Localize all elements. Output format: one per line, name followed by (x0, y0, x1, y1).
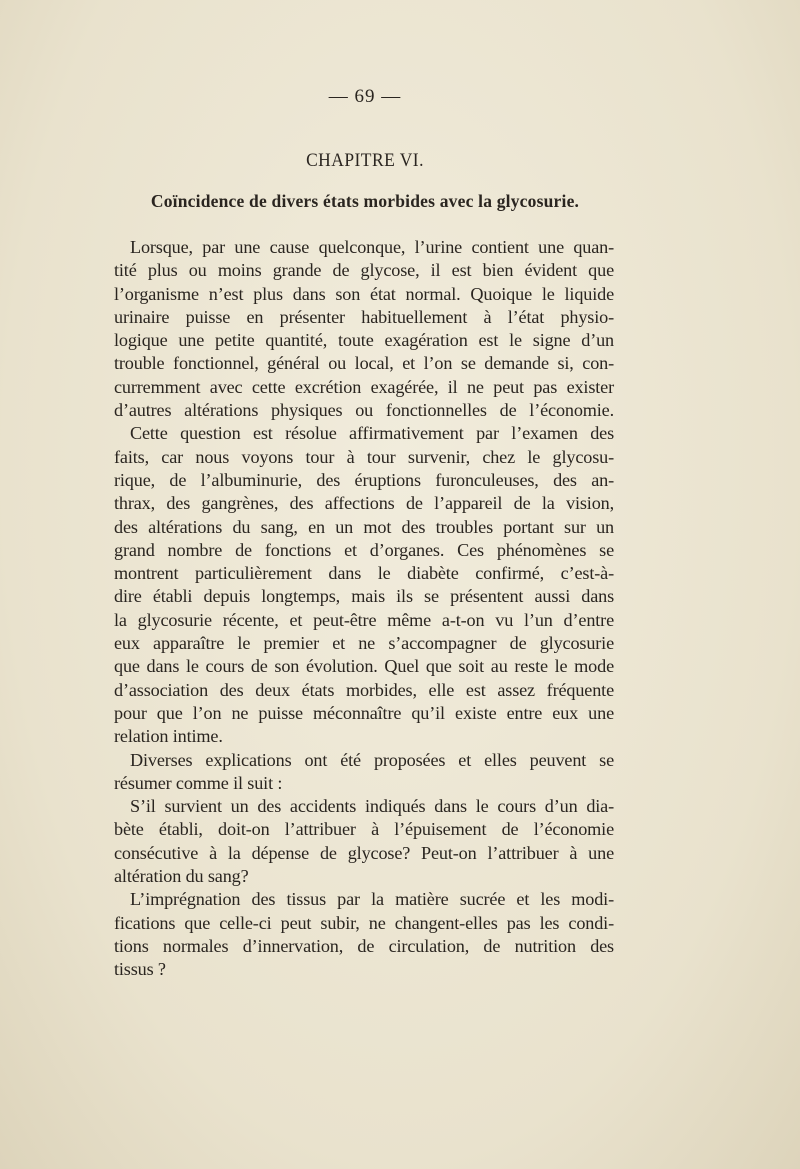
text-line: grand nombre de fonctions et d’organes. Ces phénomènes se (114, 539, 614, 560)
text-line: relation intime. (114, 726, 223, 747)
text-line: résumer comme il suit : (114, 772, 283, 793)
text-line: dire établi depuis longtemps, mais ils se présentent aussi dans (114, 586, 614, 607)
text-line: eux apparaître le premier et ne s’accompagner de glycosurie (114, 633, 614, 654)
text-line: urinaire puisse en présenter habituellement à l’état physio- (114, 306, 614, 327)
text-line: que dans le cours de son évolution. Quel que soit au reste le mode (114, 656, 614, 677)
text-line: L’imprégnation des tissus par la matière sucrée et les modi- (130, 889, 614, 910)
text-line: S’il survient un des accidents indiqués dans le cours d’un dia- (130, 796, 614, 817)
text-line: bète établi, doit-on l’attribuer à l’épuisement de l’économie (114, 819, 614, 840)
text-line: curremment avec cette excrétion exagérée, il ne peut pas exister (114, 376, 614, 397)
text-line: tité plus ou moins grande de glycose, il est bien évident que (114, 260, 614, 281)
page-number: — 69 — (328, 86, 402, 107)
text-line: la glycosurie récente, et peut-être même a-t-on vu l’un d’entre (114, 609, 614, 630)
text-line: altération du sang? (114, 866, 249, 887)
chapter-title: CHAPITRE VI. (306, 150, 424, 171)
text-line: trouble fonctionnel, général ou local, et l’on se demande si, con- (114, 353, 614, 374)
text-line: rique, de l’albuminurie, des éruptions furonculeuses, des an- (114, 469, 614, 490)
text-line: logique une petite quantité, toute exagération est le signe d’un (114, 330, 614, 351)
text-line: des altérations du sang, en un mot des troubles portant sur un (114, 516, 614, 537)
text-line: Lorsque, par une cause quelconque, l’urine contient une quan- (130, 237, 614, 257)
text-line: Diverses explications ont été proposées et elles peuvent se (130, 749, 614, 770)
text-line: Cette question est résolue affirmativement par l’examen des (130, 423, 614, 444)
text-line: fications que celle-ci peut subir, ne changent-elles pas les condi- (114, 912, 614, 933)
text-line: montrent particulièrement dans le diabète confirmé, c’est-à- (114, 563, 614, 584)
text-line: faits, car nous voyons tour à tour survenir, chez le glycosu- (114, 446, 614, 467)
text-line: pour que l’on ne puisse méconnaître qu’il existe entre eux une (114, 702, 614, 723)
text-line: d’autres altérations physiques ou fonctionnelles de l’économie. (114, 400, 614, 421)
text-line: d’association des deux états morbides, elle est assez fréquente (114, 679, 614, 700)
text-line: l’organisme n’est plus dans son état normal. Quoique le liquide (114, 283, 614, 304)
text-line: tions normales d’innervation, de circulation, de nutrition des (114, 935, 614, 956)
section-title: Coïncidence de divers états morbides avec la glycosurie. (150, 191, 580, 211)
text-line: tissus ? (114, 959, 166, 980)
body-text (114, 236, 614, 982)
text-line: consécutive à la dépense de glycose? Peut-on l’attribuer à une (114, 842, 614, 863)
text-line: thrax, des gangrènes, des affections de l’appareil de la vision, (114, 493, 614, 514)
